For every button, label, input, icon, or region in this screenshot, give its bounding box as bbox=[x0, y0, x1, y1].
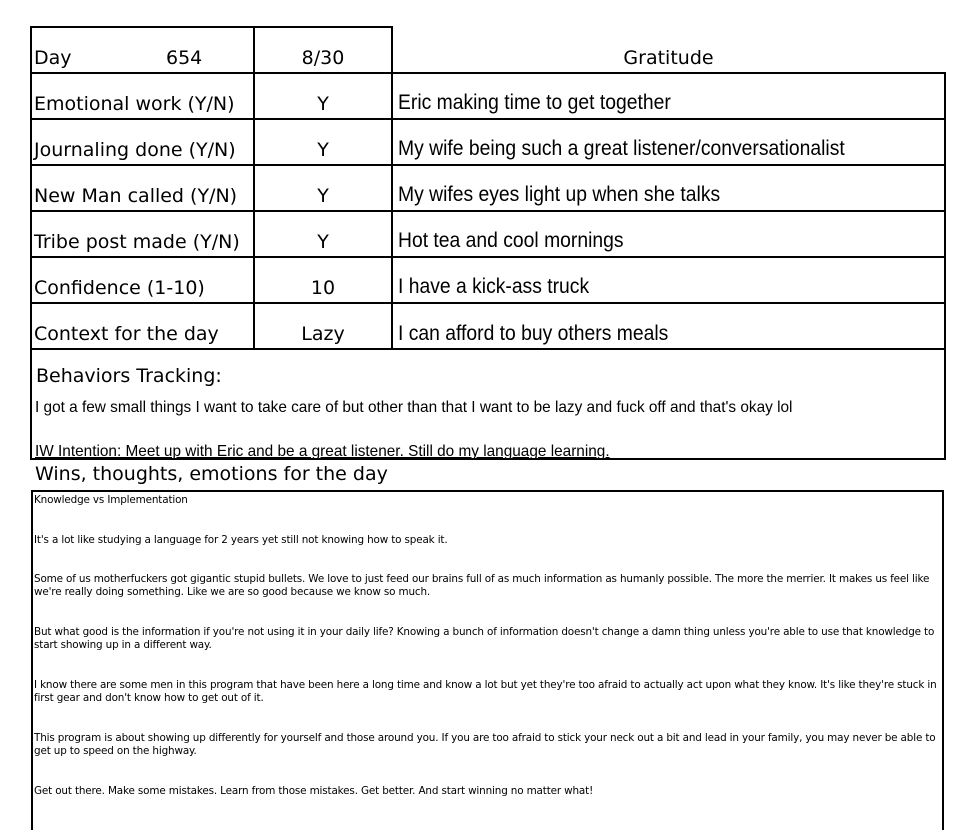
wins-paragraph: Get out there. Make some mistakes. Learn from those mistakes. Get better. And start winning no matter what! bbox=[34, 785, 594, 797]
row-value: Y bbox=[317, 185, 329, 207]
gratitude-item: Hot tea and cool mornings bbox=[398, 229, 624, 252]
grid-line bbox=[30, 458, 946, 460]
grid-line bbox=[30, 210, 946, 212]
row-value: Lazy bbox=[301, 323, 345, 345]
wins-paragraph: This program is about showing up differently for yourself and those around you. If you are too afraid to stick your neck out a bit and lead in your family, you may never be able to get up to speed on the highway. bbox=[34, 732, 936, 757]
gratitude-header: Gratitude bbox=[623, 47, 714, 69]
row-label: New Man called (Y/N) bbox=[34, 185, 238, 207]
row-label-day: Day bbox=[34, 47, 72, 69]
wins-paragraph: Some of us motherfuckers got gigantic stupid bullets. We love to just feed our brains full of as much information as humanly possible. The more the merrier. It makes us feel like we're really doing something. Like we are so good because we know so much. bbox=[34, 573, 930, 598]
grid-line bbox=[391, 26, 393, 350]
grid-line bbox=[30, 348, 946, 350]
grid-line bbox=[30, 302, 946, 304]
wins-paragraph: Knowledge vs Implementation bbox=[34, 494, 188, 506]
date-value: 8/30 bbox=[301, 47, 345, 69]
gratitude-item: Eric making time to get together bbox=[398, 91, 671, 114]
row-label: Confidence (1-10) bbox=[34, 277, 205, 299]
intention-line: IW Intention: Meet up with Eric and be a great listener. Still do my language learning. bbox=[35, 443, 610, 458]
row-label: Context for the day bbox=[34, 323, 219, 345]
wins-paragraph: I know there are some men in this program that have been here a long time and know a lot but yet they're too afraid to actually act upon what they know. It's like they're stuck in first gear and don't know how to get out of it. bbox=[34, 679, 937, 704]
grid-line bbox=[30, 256, 946, 258]
row-label: Journaling done (Y/N) bbox=[34, 139, 236, 161]
behaviors-line: I got a few small things I want to take care of but other than that I want to be lazy and fuck off and that's okay lol bbox=[35, 399, 793, 416]
behaviors-heading: Behaviors Tracking: bbox=[36, 365, 222, 387]
wins-heading: Wins, thoughts, emotions for the day bbox=[35, 463, 388, 485]
row-value: 10 bbox=[310, 277, 336, 299]
grid-line bbox=[30, 118, 946, 120]
gratitude-item: I can afford to buy others meals bbox=[398, 322, 669, 345]
row-label: Emotional work (Y/N) bbox=[34, 93, 235, 115]
day-number: 654 bbox=[166, 47, 203, 69]
row-label: Tribe post made (Y/N) bbox=[34, 231, 240, 253]
wins-paragraph: But what good is the information if you're not using it in your daily life? Knowing a bunch of information doesn't change a damn thing unless you're able to use that knowledge to start showing up in a different way. bbox=[34, 626, 935, 651]
grid-line bbox=[30, 26, 32, 460]
gratitude-item: My wife being such a great listener/conversationalist bbox=[398, 137, 845, 160]
wins-paragraph: It's a lot like studying a language for 2 years yet still not knowing how to speak it. bbox=[34, 534, 448, 546]
row-value: Y bbox=[317, 93, 329, 115]
gratitude-item: I have a kick-ass truck bbox=[398, 275, 590, 298]
row-value: Y bbox=[317, 139, 329, 161]
row-value: Y bbox=[317, 231, 329, 253]
grid-line bbox=[30, 164, 946, 166]
gratitude-item: My wifes eyes light up when she talks bbox=[398, 183, 721, 206]
grid-line bbox=[944, 72, 946, 460]
grid-line bbox=[30, 26, 393, 28]
grid-line bbox=[30, 72, 946, 74]
